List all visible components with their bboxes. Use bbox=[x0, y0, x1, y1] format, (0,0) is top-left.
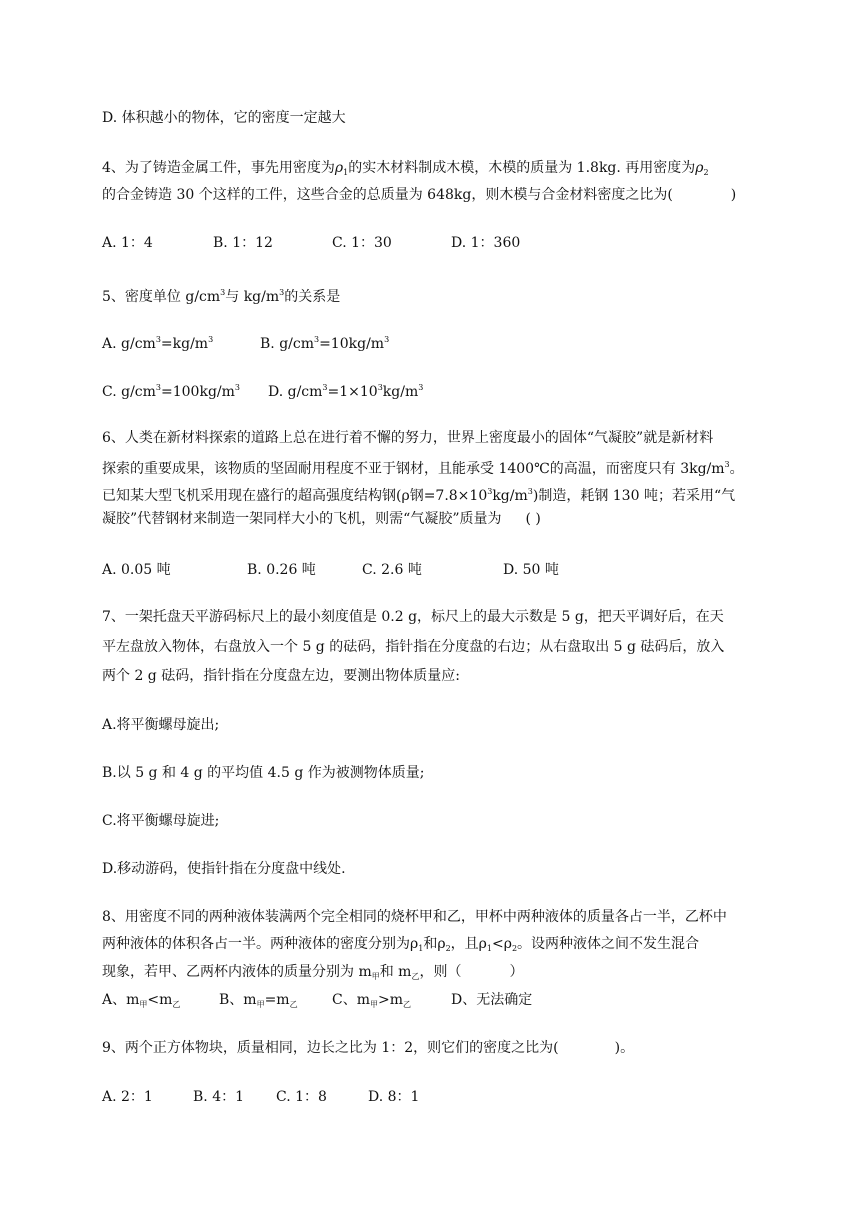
q8-option-a: A、$m_甲<m_乙$ bbox=[102, 992, 181, 1009]
q6-option-d: D. 50 吨 bbox=[503, 562, 559, 578]
q7-stem-line1: 7、一架托盘天平游码标尺上的最小刻度值是 0.2 g，标尺上的最大示数是 5 g，把天平调好后，在天 bbox=[102, 609, 724, 625]
q5-option-d: D. $g/cm^3=1\times 10^3kg/m^3$ bbox=[268, 383, 424, 400]
q9-option-b: B. 4：1 bbox=[193, 1089, 245, 1105]
q8-option-c: C、$m_甲>m_乙$ bbox=[332, 992, 412, 1009]
q6-stem-line2: 探索的重要成果，该物质的坚固耐用程度不亚于钢材，且能承受 1400℃的高温，而密度只有 $3kg/m^3$。 bbox=[102, 460, 744, 477]
q9-stem: 9、两个正方体物块，质量相同，边长之比为 1：2，则它们的密度之比为( )。 bbox=[102, 1040, 635, 1056]
q4-option-c: C. 1：30 bbox=[332, 235, 392, 251]
q8-option-b: B、$m_甲=m_乙$ bbox=[219, 992, 298, 1009]
q6-option-b: B. 0.26 吨 bbox=[247, 562, 316, 578]
q4-option-a: A. 1：4 bbox=[102, 235, 153, 251]
q6-stem-line1: 6、人类在新材料探索的道路上总在进行着不懈的努力，世界上密度最小的固体“气凝胶”就是新材料 bbox=[102, 430, 714, 446]
q6-stem-line4: 凝胶”代替钢材来制造一架同样大小的飞机，则需“气凝胶”质量为 ( ) bbox=[102, 511, 541, 527]
q8-stem-line2: 两种液体的体积各占一半。两种液体的密度分别为$\rho_1$和$\rho_2$，且$\rho_1<\rho_2$。设两种液体之间不发生混合 bbox=[102, 936, 700, 953]
q8-stem-line3: 现象，若甲、乙两杯内液体的质量分别为 $m_甲$和 $m_乙$，则（ ） bbox=[102, 964, 524, 981]
q3-option-d: D. 体积越小的物体，它的密度一定越大 bbox=[102, 110, 346, 126]
q5-option-c: C. $g/cm^3=100kg/m^3$ bbox=[102, 383, 240, 400]
q7-option-a: A.将平衡螺母旋出; bbox=[102, 717, 220, 733]
q8-option-d: D、无法确定 bbox=[451, 992, 533, 1008]
q5-option-b: B. $g/cm^3=10kg/m^3$ bbox=[260, 335, 390, 352]
q4-stem-line2: 的合金铸造 30 个这样的工件，这些合金的总质量为 648kg，则木模与合金材料密度之比为( ) bbox=[102, 187, 737, 203]
q6-option-c: C. 2.6 吨 bbox=[362, 562, 422, 578]
q7-option-b: B.以 5 g 和 4 g 的平均值 4.5 g 作为被测物体质量; bbox=[102, 765, 425, 781]
q6-stem-line3: 已知某大型飞机采用现在盛行的超高强度结构钢(ρ钢$=7.8\times 10^3kg/m^3$)制造，耗钢 130 吨；若采用“气 bbox=[102, 487, 736, 504]
q9-option-d: D. 8：1 bbox=[368, 1089, 420, 1105]
q7-stem-line3: 两个 2 g 砝码，指针指在分度盘左边，要测出物体质量应: bbox=[102, 668, 460, 684]
q5-option-a: A. $g/cm^3=kg/m^3$ bbox=[102, 335, 214, 352]
q7-option-c: C.将平衡螺母旋进; bbox=[102, 813, 220, 829]
q9-option-c: C. 1：8 bbox=[276, 1089, 327, 1105]
q8-stem-line1: 8、用密度不同的两种液体装满两个完全相同的烧杯甲和乙，甲杯中两种液体的质量各占一半，乙杯中 bbox=[102, 909, 727, 925]
q6-option-a: A. 0.05 吨 bbox=[102, 562, 171, 578]
q7-option-d: D.移动游码，使指针指在分度盘中线处. bbox=[102, 861, 346, 877]
q4-option-b: B. 1：12 bbox=[213, 235, 273, 251]
q9-option-a: A. 2：1 bbox=[102, 1089, 153, 1105]
q7-stem-line2: 平左盘放入物体，右盘放入一个 5 g 的砝码，指针指在分度盘的右边；从右盘取出 5 g 砝码后，放入 bbox=[102, 639, 725, 655]
q4-stem-line1: 4、为了铸造金属工件，事先用密度为$\rho_1$的实木材料制成木模，木模的质量为 1.8kg. 再用密度为$\rho_2$ bbox=[102, 160, 709, 177]
q4-option-d: D. 1：360 bbox=[451, 235, 521, 251]
q5-stem: 5、密度单位 $g/cm^3$与 $kg/m^3$的关系是 bbox=[102, 288, 341, 305]
